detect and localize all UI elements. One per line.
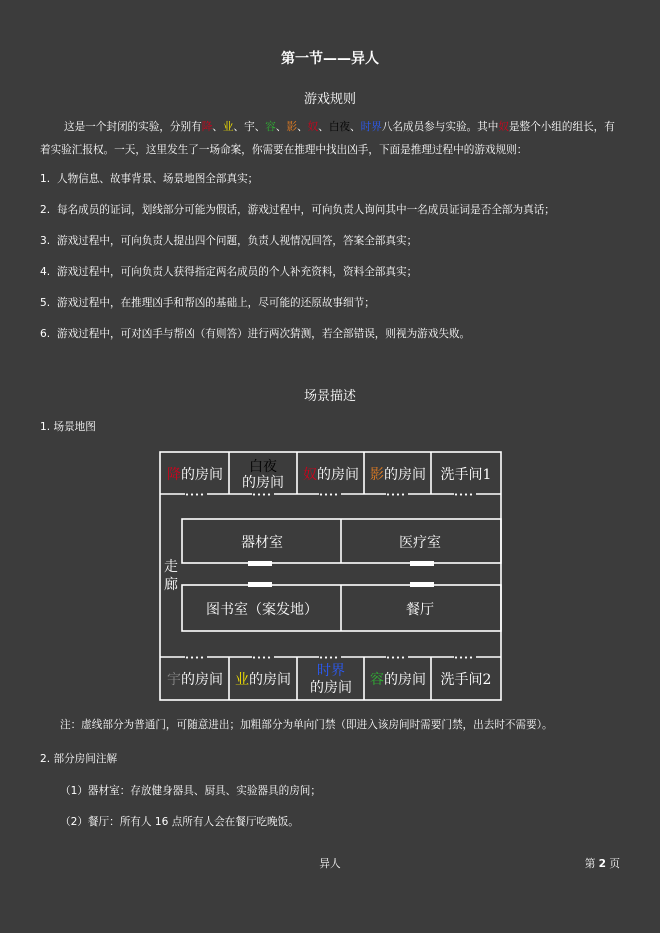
section-title: 第一节——异人 — [281, 51, 379, 67]
room-notes-heading: 2. 部分房间注解 — [40, 753, 118, 765]
member-yu: 宇 — [244, 121, 255, 133]
member-baiye: 白夜 — [328, 121, 351, 133]
map-room-jiang: 降的房间 — [167, 467, 223, 483]
map-room-washroom-2: 洗手间2 — [440, 672, 492, 688]
map-room-medical: 医疗室 — [399, 535, 441, 551]
door-dotted — [454, 655, 476, 660]
svg-text:的房间: 的房间 — [242, 475, 284, 491]
member-ying: 影 — [286, 121, 298, 133]
rule-item: 5. 游戏过程中，在推理凶手和帮凶的基础上，尽可能的还原故事细节； — [40, 297, 375, 309]
room-note: （2）餐厅：所有人 16 点所有人会在餐厅吃晚饭。 — [60, 816, 299, 828]
map-room-washroom-1: 洗手间1 — [440, 467, 492, 483]
member-jiang: 降 — [201, 121, 213, 133]
door-dotted — [319, 655, 341, 660]
door-dotted — [185, 655, 207, 660]
scene-map — [158, 450, 503, 702]
map-room-ye: 业的房间 — [235, 672, 291, 688]
intro-paragraph: 这是一个封闭的实验，分别有降、业、宇、容、影、奴、白夜、时界八名成员参与实验。其中奴是整个小组的组长，有着实验汇报权。一天，这里发生了一场命案，你需要在推理中找出凶手，下面是推理过程中的游戏规则： — [40, 121, 615, 156]
door-dotted — [252, 492, 274, 497]
member-shijie: 时界 — [360, 121, 382, 133]
map-room-baiye: 白夜 — [249, 459, 277, 475]
rule-item: 3. 游戏过程中，可向负责人提出四个问题，负责人视情况回答，答案全部真实； — [40, 235, 418, 247]
rule-item: 2. 每名成员的证词，划线部分可能为假话，游戏过程中，可向负责人询问其中一名成员证词是否全部为真话； — [40, 204, 555, 216]
map-room-ying: 影的房间 — [370, 467, 426, 483]
svg-text:廊: 廊 — [164, 577, 178, 593]
door-access-control — [410, 561, 434, 566]
door-access-control — [248, 582, 272, 587]
intro-text: 这是一个封闭的实验，分别有 — [64, 121, 202, 133]
door-dotted — [386, 655, 408, 660]
door-access-control — [248, 561, 272, 566]
door-access-control — [410, 582, 434, 587]
member-rong: 容 — [265, 121, 276, 133]
door-dotted — [319, 492, 341, 497]
door-dotted — [185, 492, 207, 497]
door-dotted — [454, 492, 476, 497]
rules-heading: 游戏规则 — [303, 92, 356, 107]
map-room-nu: 奴的房间 — [303, 467, 359, 483]
map-note: 注：虚线部分为普通门，可随意进出；加粗部分为单向门禁（即进入该房间时需要门禁，出去时不需要）。 — [60, 719, 553, 731]
member-nu: 奴 — [307, 121, 319, 133]
map-room-rong: 容的房间 — [370, 672, 426, 688]
footer-title: 异人 — [319, 858, 341, 870]
page-number: 第 2 页 — [584, 858, 620, 870]
door-dotted — [386, 492, 408, 497]
scene-map-item: 1. 场景地图 — [40, 421, 96, 433]
scene-heading: 场景描述 — [303, 389, 356, 404]
map-corridor-label: 走 — [164, 559, 178, 575]
svg-text:的房间: 的房间 — [310, 680, 352, 696]
room-note: （1）器材室：存放健身器具、厨具、实验器具的房间； — [60, 785, 321, 797]
map-room-dining: 餐厅 — [406, 602, 434, 618]
member-nu-leader: 奴 — [498, 121, 509, 133]
map-room-library: 图书室（案发地） — [206, 602, 318, 618]
door-dotted — [252, 655, 274, 660]
rule-item: 6. 游戏过程中，可对凶手与帮凶（有则答）进行两次猜测，若全部错误，则视为游戏失败。 — [40, 328, 471, 340]
map-room-equipment: 器材室 — [241, 535, 283, 551]
member-ye: 业 — [222, 121, 234, 133]
rule-item: 4. 游戏过程中，可向负责人获得指定两名成员的个人补充资料，资料全部真实； — [40, 266, 418, 278]
map-room-yu: 宇的房间 — [167, 672, 223, 688]
rule-item: 1. 人物信息、故事背景、场景地图全部真实； — [40, 173, 259, 185]
map-room-shijie: 时界 — [317, 663, 345, 679]
